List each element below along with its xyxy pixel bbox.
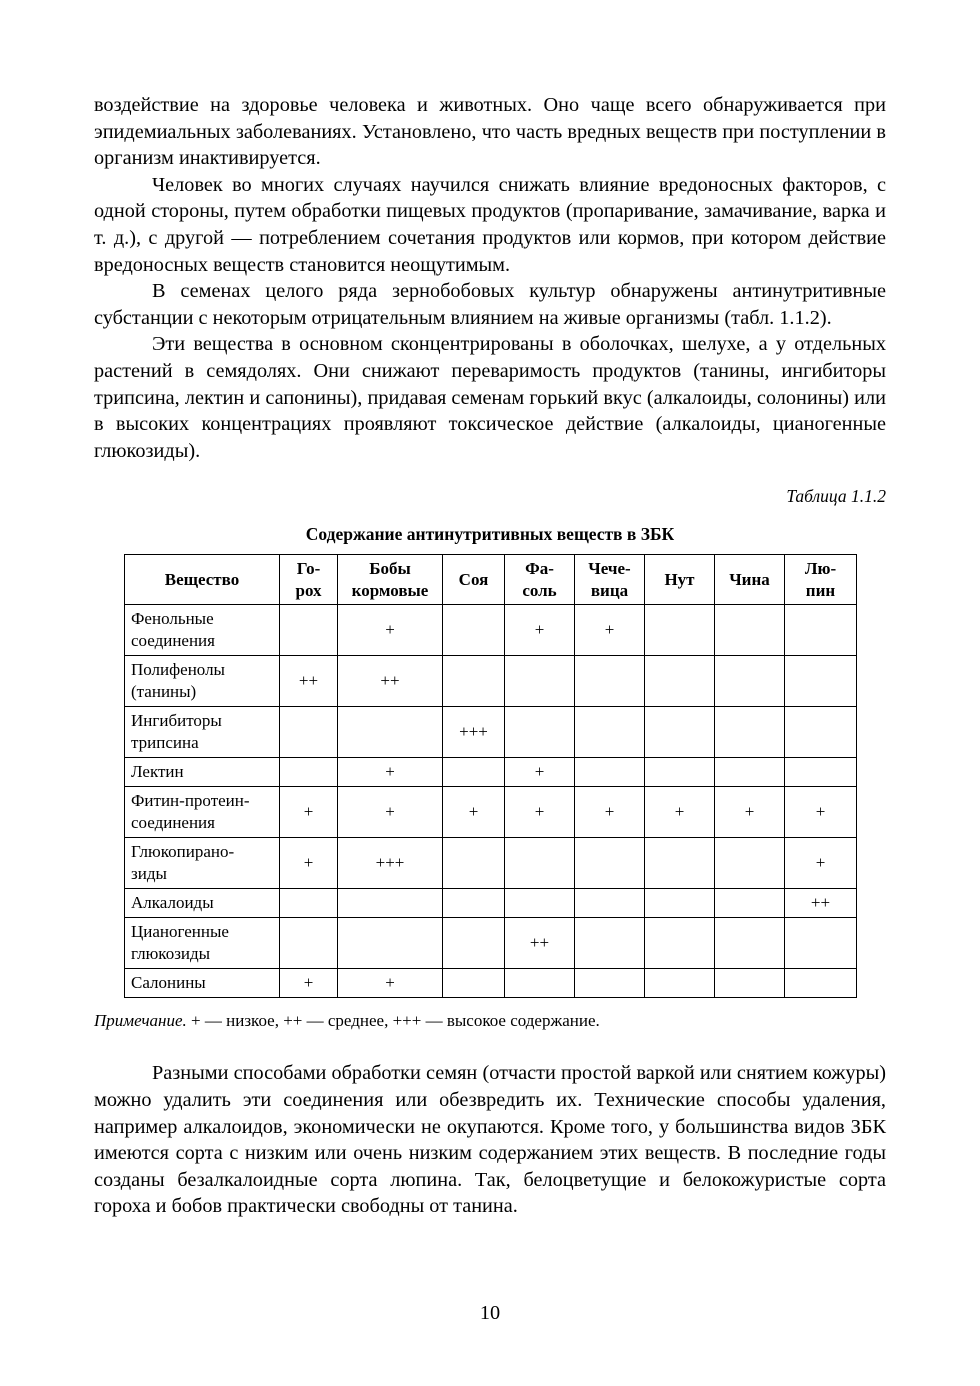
table-cell: + — [280, 787, 338, 838]
table-cell — [338, 889, 443, 918]
table-cell — [443, 605, 505, 656]
header-fava-beans: Бобы кормовые — [338, 555, 443, 605]
table-cell — [280, 605, 338, 656]
header-lupin: Лю- пин — [785, 555, 857, 605]
table-cell — [785, 656, 857, 707]
table-cell — [785, 605, 857, 656]
header-soy: Соя — [443, 555, 505, 605]
table-cell — [715, 707, 785, 758]
table-cell: ++ — [280, 656, 338, 707]
table-label: Таблица 1.1.2 — [786, 486, 886, 507]
table-cell — [280, 918, 338, 969]
table-cell — [575, 707, 645, 758]
row-substance-name: Полифенолы (танины) — [125, 656, 280, 707]
paragraph-4: Эти вещества в основном сконцентрированы в оболочках, шелухе, а у отдельных растений в семядолях. Они снижают переваримость продуктов (танины, ингибиторы трипсина, лектин и сапонины), придавая семенам горький вкус (алкалоиды, солонины) или в высоких концентрациях проявляют токсическое действие (алкалоиды, цианогенные глюкозиды). — [94, 333, 886, 462]
table-cell: + — [645, 787, 715, 838]
table-cell: + — [338, 758, 443, 787]
table-cell: + — [338, 787, 443, 838]
header-vetchling: Чина — [715, 555, 785, 605]
table-cell: + — [505, 605, 575, 656]
table-cell — [645, 889, 715, 918]
table-cell: + — [505, 787, 575, 838]
table-row — [125, 838, 857, 889]
table-cell — [715, 889, 785, 918]
row-substance-name: Фенольные соединения — [125, 605, 280, 656]
table-cell: +++ — [443, 707, 505, 758]
table-cell — [645, 969, 715, 998]
table-cell — [715, 969, 785, 998]
table-row — [125, 969, 857, 998]
paragraph-3: В семенах целого ряда зернобобовых культур обнаружены антинутритивные субстанции с некоторым отрицательным влиянием на живые организмы (табл. 1.1.2). — [94, 280, 886, 329]
paragraph-2: Человек во многих случаях научился снижать влияние вредоносных факторов, с одной стороны, путем обработки пищевых продуктов (пропаривание, замачивание, варка и т. д.), с другой — потреблением сочетания продуктов или кормов, при котором действие вредоносных веществ становится неощутимым. — [94, 173, 886, 276]
table-cell — [280, 889, 338, 918]
table-cell — [505, 969, 575, 998]
table-cell — [505, 707, 575, 758]
table-title: Содержание антинутритивных веществ в ЗБК — [305, 524, 675, 545]
table-note — [94, 1010, 886, 1032]
table-row — [125, 707, 857, 758]
header-peas: Го- рох — [280, 555, 338, 605]
paragraph-1: воздействие на здоровье человека и животных. Оно чаще всего обнаруживается при эпидемиальных заболеваниях. Установлено, что часть вредных веществ при поступлении в организм инактивируется. — [94, 94, 886, 170]
table-cell — [785, 707, 857, 758]
table-cell: + — [280, 838, 338, 889]
table-cell: + — [785, 787, 857, 838]
table-row — [125, 918, 857, 969]
table-cell: + — [575, 787, 645, 838]
header-beans: Фа- соль — [505, 555, 575, 605]
table-cell — [338, 707, 443, 758]
table-cell: + — [575, 605, 645, 656]
table-cell — [443, 838, 505, 889]
table-cell — [645, 605, 715, 656]
table-cell — [575, 656, 645, 707]
table-row — [125, 758, 857, 787]
table-cell — [785, 969, 857, 998]
table-cell — [715, 838, 785, 889]
table-cell — [443, 758, 505, 787]
row-substance-name: Фитин-протеин- соединения — [125, 787, 280, 838]
table-row — [125, 656, 857, 707]
table-cell: ++ — [505, 918, 575, 969]
table-cell — [715, 656, 785, 707]
page-content — [94, 92, 886, 1220]
table-cell — [645, 918, 715, 969]
table-cell — [645, 707, 715, 758]
table-cell: ++ — [785, 889, 857, 918]
row-substance-name: Цианогенные глюкозиды — [125, 918, 280, 969]
table-cell — [575, 889, 645, 918]
table-cell — [645, 758, 715, 787]
row-substance-name: Салонины — [125, 969, 280, 998]
row-substance-name: Лектин — [125, 758, 280, 787]
row-substance-name: Глюкопирано- зиды — [125, 838, 280, 889]
table-cell — [443, 656, 505, 707]
table-cell — [715, 758, 785, 787]
table-cell — [505, 838, 575, 889]
table-cell — [280, 758, 338, 787]
table-cell: +++ — [338, 838, 443, 889]
note-label: Примечание. — [94, 1011, 187, 1031]
table-cell — [338, 918, 443, 969]
table-cell: + — [785, 838, 857, 889]
table-cell: + — [280, 969, 338, 998]
table-cell — [505, 656, 575, 707]
note-text: + — низкое, ++ — среднее, +++ — высокое содержание. — [186, 1011, 600, 1031]
header-substance: Вещество — [125, 555, 280, 605]
table-row — [125, 605, 857, 656]
table-row — [125, 787, 857, 838]
table-cell — [785, 918, 857, 969]
table-cell — [443, 889, 505, 918]
header-chickpea: Нут — [645, 555, 715, 605]
table-header-row — [125, 555, 857, 605]
header-lentils: Чече- вица — [575, 555, 645, 605]
page-number: 10 — [479, 1302, 501, 1324]
table-cell: ++ — [338, 656, 443, 707]
table-cell — [575, 969, 645, 998]
table-cell: + — [338, 969, 443, 998]
table-cell — [575, 758, 645, 787]
table-cell — [645, 838, 715, 889]
table-cell — [785, 758, 857, 787]
table-cell: + — [338, 605, 443, 656]
table-cell: + — [715, 787, 785, 838]
table-row — [125, 889, 857, 918]
row-substance-name: Алкалоиды — [125, 889, 280, 918]
table-cell: + — [505, 758, 575, 787]
table-cell — [575, 918, 645, 969]
row-substance-name: Ингибиторы трипсина — [125, 707, 280, 758]
substances-table — [124, 554, 857, 998]
table-cell: + — [443, 787, 505, 838]
table-cell — [280, 707, 338, 758]
table-cell — [505, 889, 575, 918]
paragraph-5: Разными способами обработки семян (отчасти простой варкой или снятием кожуры) можно удалить эти соединения или обезвредить их. Технические способы удаления, например алкалоидов, экономически не окупаются. Кроме того, у большинства видов ЗБК имеются сорта с низким или очень низким содержанием этих веществ. В последние годы созданы безалкалоидные сорта люпина. Так, белоцветущие и белокожуристые сорта гороха и бобов практически свободны от танина. — [94, 1062, 886, 1218]
table-cell — [443, 969, 505, 998]
table-cell — [715, 605, 785, 656]
table-cell — [443, 918, 505, 969]
table-cell — [575, 838, 645, 889]
table-cell — [645, 656, 715, 707]
table-cell — [715, 918, 785, 969]
